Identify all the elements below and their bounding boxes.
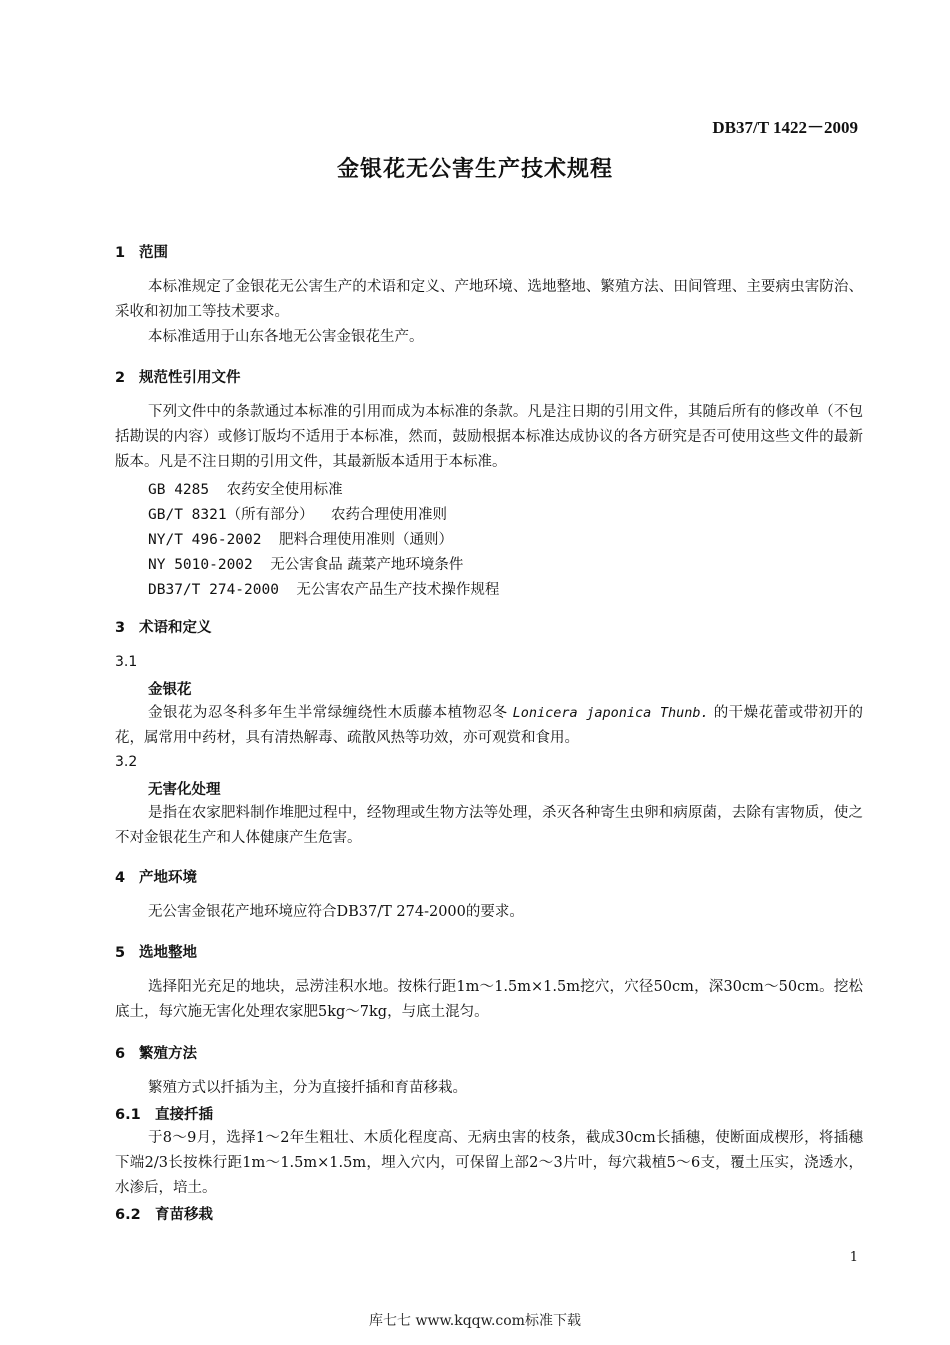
section-title: 术语和定义: [139, 620, 212, 636]
section-number: 1: [115, 245, 126, 261]
reference-code: DB37/T 274-2000: [148, 582, 279, 598]
section-1-heading: [115, 241, 168, 262]
subsection-title: 育苗移栽: [155, 1207, 213, 1223]
section-title: 规范性引用文件: [139, 370, 241, 386]
definition-text: 的干燥花蕾或带初开的花，属常用中药材，具有清热解毒、疏散风热等功效，亦可观赏和食用。: [115, 705, 864, 746]
reference-title: 无公害农产品生产技术操作规程: [296, 582, 500, 598]
latin-name: Lonicera japonica Thunb.: [512, 705, 709, 721]
reference-code: GB/T 8321（所有部分）: [148, 507, 314, 523]
term-definition: [115, 701, 863, 751]
term-number: 3.2: [115, 754, 138, 770]
section-title: 产地环境: [139, 870, 197, 886]
section-4-heading: [115, 866, 197, 887]
reference-item: [148, 578, 499, 599]
subsection-6-1-heading: [115, 1103, 213, 1124]
reference-code: NY/T 496-2002: [148, 532, 262, 548]
term-definition: 是指在农家肥料制作堆肥过程中，经物理或生物方法等处理，杀灭各种寄生虫卵和病原菌，去除有害物质，使之不对金银花生产和人体健康产生危害。: [115, 805, 863, 846]
subsection-title: 直接扦插: [155, 1107, 213, 1123]
reference-item: [148, 503, 447, 524]
reference-code: GB 4285: [148, 482, 210, 498]
reference-item: [148, 528, 453, 549]
term-number: 3.1: [115, 654, 138, 670]
section-number: 4: [115, 870, 126, 886]
subsection-6-2-heading: [115, 1203, 213, 1224]
footer-watermark: 库七七 www.kqqw.com标准下载: [369, 1313, 581, 1329]
reference-title: 无公害食品 蔬菜产地环境条件: [270, 557, 464, 573]
section-title: 繁殖方法: [139, 1046, 197, 1062]
section-4-paragraph-1: 无公害金银花产地环境应符合DB37/T 274-2000的要求。: [148, 904, 524, 920]
page-title: 金银花无公害生产技术规程: [336, 157, 613, 182]
term-name: 金银花: [148, 682, 192, 698]
section-2-paragraph-1: 下列文件中的条款通过本标准的引用而成为本标准的条款。凡是注日期的引用文件，其随后所有的修改单（不包括勘误的内容）或修订版均不适用于本标准，然而，鼓励根据本标准达成协议的各方研究是否可使用这些文件的最新版本。凡是不注日期的引用文件，其最新版本适用于本标准。: [115, 404, 863, 470]
page-number: 1: [849, 1250, 858, 1265]
term-name: 无害化处理: [148, 782, 221, 798]
section-title: 范围: [139, 245, 168, 261]
section-5-heading: [115, 941, 197, 962]
section-number: 3: [115, 620, 126, 636]
subsection-number: 6.1: [115, 1107, 141, 1123]
section-title: 选地整地: [139, 945, 197, 961]
section-1-paragraph-1: 本标准规定了金银花无公害生产的术语和定义、产地环境、选地整地、繁殖方法、田间管理、主要病虫害防治、采收和初加工等技术要求。: [115, 279, 863, 320]
section-1-paragraph-2: 本标准适用于山东各地无公害金银花生产。: [148, 329, 424, 345]
section-number: 5: [115, 945, 126, 961]
section-number: 6: [115, 1046, 126, 1062]
section-number: 2: [115, 370, 126, 386]
subsection-number: 6.2: [115, 1207, 141, 1223]
reference-item: [148, 478, 343, 499]
reference-item: [148, 553, 463, 574]
document-number: DB37/T 1422－2009: [712, 118, 858, 137]
reference-title: 农药合理使用准则: [331, 507, 448, 523]
section-3-heading: [115, 616, 212, 637]
section-6-paragraph-1: 繁殖方式以扦插为主，分为直接扦插和育苗移栽。: [148, 1080, 467, 1096]
subsection-6-1-paragraph: 于8～9月，选择1～2年生粗壮、木质化程度高、无病虫害的枝条，截成30cm长插穗，使断面成楔形，将插穗下端2/3长按株行距1m～1.5m×1.5m，埋入穴内，可保留上部2～3片叶，每穴栽植5～6支，覆土压实，浇透水，水渗后，培土。: [115, 1130, 863, 1196]
section-5-paragraph-1: 选择阳光充足的地块，忌涝洼积水地。按株行距1m～1.5m×1.5m挖穴，穴径50cm，深30cm～50cm。挖松底土，每穴施无害化处理农家肥5kg～7kg，与底土混匀。: [115, 979, 863, 1020]
definition-text: 金银花为忍冬科多年生半常绿缠绕性木质藤本植物忍冬: [148, 705, 508, 721]
reference-title: 肥料合理使用准则（通则）: [278, 532, 453, 548]
section-6-heading: [115, 1042, 197, 1063]
reference-code: NY 5010-2002: [148, 557, 253, 573]
reference-title: 农药安全使用标准: [226, 482, 343, 498]
section-2-heading: [115, 366, 241, 387]
